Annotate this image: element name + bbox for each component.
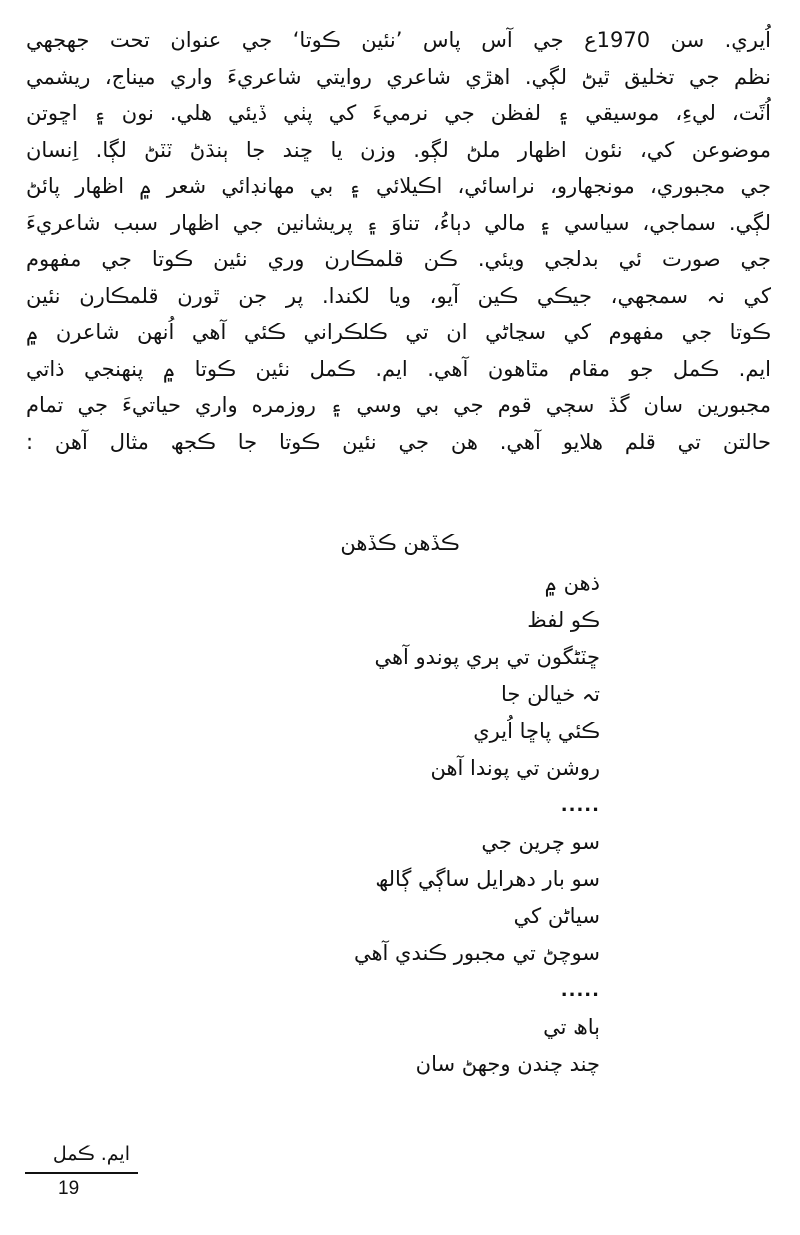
poem-line: سو بار دهرايل ساڳي ڳالھ xyxy=(375,867,600,891)
poem-line: تہ خيالن جا xyxy=(501,682,600,706)
poem-line: ڪئي پاڇا اُيري xyxy=(473,719,600,743)
paragraph-line: لڳي. سماجي، سياسي ۽ مالي دٻاءُ، تناوَ ۽ پريشانين جي اظهار سبب شاعريءَ xyxy=(26,210,771,235)
paragraph-line: کي نہ سمجهي، جيڪي ڪين آيو، ويا لکندا. پر جن ٿورن قلمڪارن نئين xyxy=(26,283,771,308)
paragraph-line: موضوعن کي، نئون اظهار ملڻ لڳو. وزن يا ڇند جا ٻنڌڻ ٽٽڻ لڳا. اِنسان xyxy=(26,137,771,162)
paragraph-line: ڪوتا جي مفهوم کي سڃاڻي ان تي ڪلڪراني ڪئي آهي اُنهن شاعرن ۾ xyxy=(26,320,771,344)
paragraph-line: نظم جي تخليق ٿيڻ لڳي. اهڙي شاعري روايتي شاعريءَ واري ميناج، ريشمي xyxy=(26,64,771,89)
paragraph-line: حالتن تي قلم هلايو آهي. هن جي نئين ڪوتا جا ڪجھ مثال آهن : xyxy=(26,429,771,454)
stanza-separator: ..... xyxy=(560,795,600,816)
paragraph-line: جي مجبوري، مونجهارو، نراسائي، اڪيلائي ۽ بي مهانڊائي شعر ۾ اظهار پائڻ xyxy=(26,174,771,198)
paragraph-line: اُيري. سن 1970ع جي آس پاس ’نئين ڪوتا‘ جي عنوان تحت جهجهي xyxy=(26,28,771,52)
author-name: ايم. ڪمل xyxy=(52,1143,130,1165)
poem-line: روشن تي پوندا آهن xyxy=(430,756,600,780)
poem-line: ٻاھ تي xyxy=(543,1015,600,1039)
paragraph-line: مجبورين سان گڏ سڄي قوم جي بي وسي ۽ روزمره واري حياتيءَ جي تمام xyxy=(26,393,771,417)
stanza-separator: ..... xyxy=(560,980,600,1001)
poem-line: چند چندن وجهڻ سان xyxy=(415,1052,600,1076)
poem-title: ڪڏهن ڪڏهن xyxy=(340,531,460,555)
poem-line: ڪو لفظ xyxy=(527,608,600,632)
poem-line: سو چرين جي xyxy=(481,830,600,854)
page-number: 19 xyxy=(58,1178,80,1199)
paragraph-line: ايم. ڪمل جو مقام مٿاهون آهي. ايم. ڪمل نئين ڪوتا ۾ پنهنجي ذاتي xyxy=(26,356,771,381)
body-paragraph xyxy=(26,22,771,460)
poem-line: ذهن ۾ xyxy=(544,571,600,595)
paragraph-line: جي صورت ئي بدلجي ويئي. ڪن قلمڪارن وري نئين ڪوتا جي مفهوم xyxy=(26,247,771,271)
poem-block xyxy=(200,525,600,1083)
poem-line: ڇٽڻگون تي ٻري پوندو آهي xyxy=(374,645,600,669)
paragraph-line: اُٽَت، ليءِ، موسيقي ۽ لفظن جي نرميءَ کي پٺي ڏيئي هلي. نون ۽ اڇوتن xyxy=(26,101,771,125)
footer-rule xyxy=(25,1172,138,1174)
poem-line: سياڻن کي xyxy=(513,904,600,928)
poem-line: سوچڻ تي مجبور ڪندي آهي xyxy=(353,941,600,965)
